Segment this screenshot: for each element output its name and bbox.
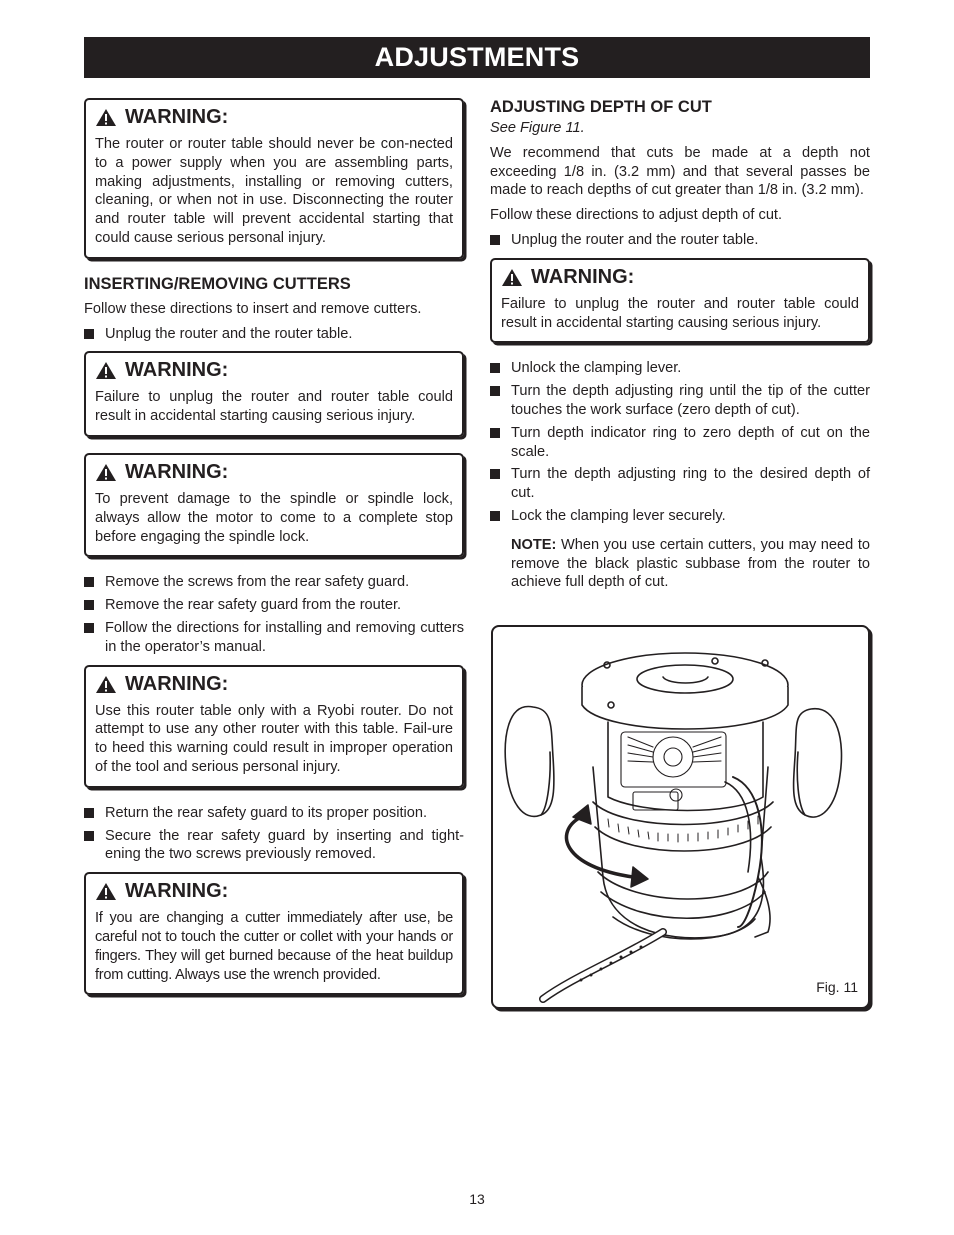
cutters-steps-1 xyxy=(84,325,464,344)
list-item: Turn depth indicator ring to zero depth of cut on the scale. xyxy=(490,424,870,462)
note-label: NOTE: xyxy=(511,536,557,553)
warning-text: Use this router table only with a Ryobi router. Do not attempt to use any other router with this table. Fail-ure to heed this warning could result in improper operation of the tool and serious personal injury. xyxy=(95,702,453,775)
list-item: Remove the screws from the rear safety guard. xyxy=(84,573,464,592)
warning-box-unplug-depth xyxy=(490,258,870,344)
cutters-intro: Follow these directions to insert and remove cutters. xyxy=(84,300,422,317)
list-item: Return the rear safety guard to its proper position. xyxy=(84,804,464,823)
router-illustration xyxy=(493,627,868,1007)
warning-heading: WARNING: xyxy=(125,880,229,903)
warning-heading: WARNING: xyxy=(125,460,229,483)
warning-triangle-icon xyxy=(95,463,117,482)
note xyxy=(511,536,870,592)
warning-text: If you are changing a cutter immediately after use, be careful not to touch the cutter or collet with your hands or fingers. They will get burned because of the heat buildup from cutting. Always use the wrench provided. xyxy=(95,910,453,983)
list-item: Remove the rear safety guard from the router. xyxy=(84,596,464,615)
warning-box-power xyxy=(84,98,464,259)
warning-heading: WARNING: xyxy=(125,672,229,695)
warning-triangle-icon xyxy=(95,882,117,901)
left-column xyxy=(84,98,464,1011)
section-title-cutters: INSERTING/REMOVING CUTTERS xyxy=(84,274,351,293)
depth-paragraph: We recommend that cuts be made at a depth not exceeding 1/8 in. (3.2 mm) and that several passes be made to reach depths of cut greater than 1/8 in. (3.2 mm). xyxy=(490,144,870,199)
note-text: When you use certain cutters, you may need to remove the black plastic subbase from the router to achieve full depth of cut. xyxy=(511,536,870,591)
warning-text: Failure to unplug the router and router table could result in accidental starting causing serious injury. xyxy=(501,295,859,331)
warning-box-hot-cutter xyxy=(84,872,464,995)
list-item: Unplug the router and the router table. xyxy=(490,231,870,250)
warning-text: The router or router table should never be con-nected to a power supply when you are assembling parts, making adjustments, installing or removing cutters, cleaning, or when not in use. Disconnecting the router and router table will prevent accidental starting that could cause serious personal injury. xyxy=(95,136,453,246)
list-item: Turn the depth adjusting ring until the tip of the cutter touches the work surface (zero depth of cut). xyxy=(490,382,870,420)
warning-box-spindle xyxy=(84,453,464,557)
warning-triangle-icon xyxy=(95,675,117,694)
warning-heading: WARNING: xyxy=(125,359,229,382)
warning-box-ryobi xyxy=(84,665,464,788)
list-item: Follow the directions for installing and removing cutters in the operator’s manual. xyxy=(84,619,464,657)
warning-heading: WARNING: xyxy=(531,265,635,288)
warning-text: To prevent damage to the spindle or spindle lock, always allow the motor to come to a complete stop before engaging the spindle lock. xyxy=(95,490,453,545)
right-column xyxy=(490,98,870,592)
page-title-bar xyxy=(84,37,870,78)
list-item: Unplug the router and the router table. xyxy=(84,325,464,344)
warning-triangle-icon xyxy=(95,361,117,380)
list-item: Unlock the clamping lever. xyxy=(490,359,870,378)
see-figure-ref: See Figure 11. xyxy=(490,120,585,136)
page-number: 13 xyxy=(469,1191,485,1207)
cutters-steps-2 xyxy=(84,573,464,656)
depth-intro: Follow these directions to adjust depth of cut. xyxy=(490,207,783,224)
warning-text: Failure to unplug the router and router table could result in accidental starting causing serious injury. xyxy=(95,389,453,425)
list-item: Secure the rear safety guard by inserting and tight-ening the two screws previously removed. xyxy=(84,827,464,865)
warning-box-unplug xyxy=(84,351,464,437)
warning-triangle-icon xyxy=(501,268,523,287)
figure-caption: Fig. 11 xyxy=(816,979,858,995)
section-title-depth: ADJUSTING DEPTH OF CUT xyxy=(490,98,712,116)
warning-triangle-icon xyxy=(95,108,117,127)
page-title: ADJUSTMENTS xyxy=(374,42,580,72)
cutters-steps-3 xyxy=(84,804,464,864)
list-item: Lock the clamping lever securely. xyxy=(490,507,870,526)
list-item: Turn the depth adjusting ring to the desired depth of cut. xyxy=(490,465,870,503)
figure-11 xyxy=(491,625,870,1009)
depth-steps-1 xyxy=(490,231,870,250)
warning-heading: WARNING: xyxy=(125,106,229,128)
depth-steps-2 xyxy=(490,359,870,525)
